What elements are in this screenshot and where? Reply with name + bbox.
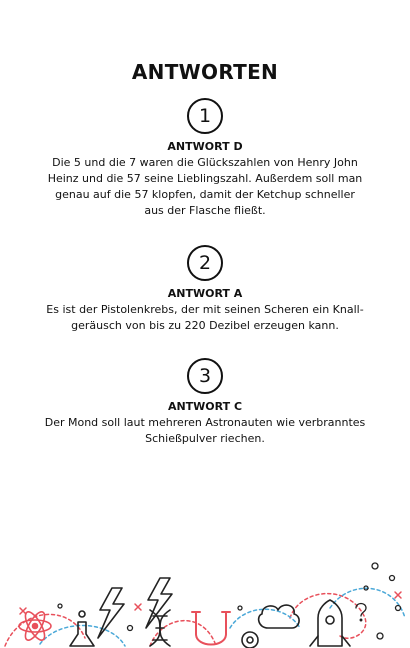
number-circle: 2 [187,245,223,281]
answer-text [0,415,410,447]
question-mark-dot-icon [360,619,362,621]
lightning-icon [98,588,124,638]
cloud-icon [259,605,299,628]
answer-title: ANTWORT D [167,140,243,153]
bubble-icon [372,563,378,569]
bubble-icon [390,576,395,581]
gear-icon [242,632,258,648]
answer-text-line: Schießpulver riechen. [145,432,265,445]
answer-text-line: Es ist der Pistolenkrebs, der mit seinen Scheren ein Knall- [46,303,364,316]
answer-text [0,302,410,334]
cross-icon [135,604,141,610]
page-title: ANTWORTEN [131,60,279,84]
dna-icon [150,610,170,646]
cross-icon [20,608,26,614]
answer-text-line: Der Mond soll laut mehreren Astronauten wie verbranntes [44,416,366,429]
blue-dotted-swirl-icon [40,625,125,646]
number-circle: 1 [187,98,223,134]
flask-icon [70,611,94,646]
bubble-icon [377,633,383,639]
answer-text-line: Die 5 und die 7 waren die Glückszahlen von Henry John [52,156,358,169]
answer-2 [0,245,410,334]
magnet-icon [192,612,230,645]
cross-icon [395,592,401,598]
answer-text [0,155,410,219]
bubble-icon [396,606,401,611]
answer-text-line: aus der Flasche fließt. [144,204,266,217]
blue-dotted-swirl-icon [230,609,300,628]
answer-3 [0,358,410,447]
answer-title: ANTWORT A [167,287,243,300]
answer-text-line: Heinz und die 57 seine Lieblingszahl. Außerdem soll man [47,172,363,185]
bubble-icon [238,606,242,610]
answer-title: ANTWORT C [167,400,243,413]
bubble-icon [58,604,62,608]
bubble-icon [128,626,133,631]
number-circle: 3 [187,358,223,394]
answer-1 [0,98,410,219]
answer-text-line: genau auf die 57 klopfen, damit der Ketchup schneller [55,188,355,201]
answer-text-line: geräusch von bis zu 220 Dezibel erzeugen kann. [71,319,339,332]
science-doodle-border [0,548,410,648]
